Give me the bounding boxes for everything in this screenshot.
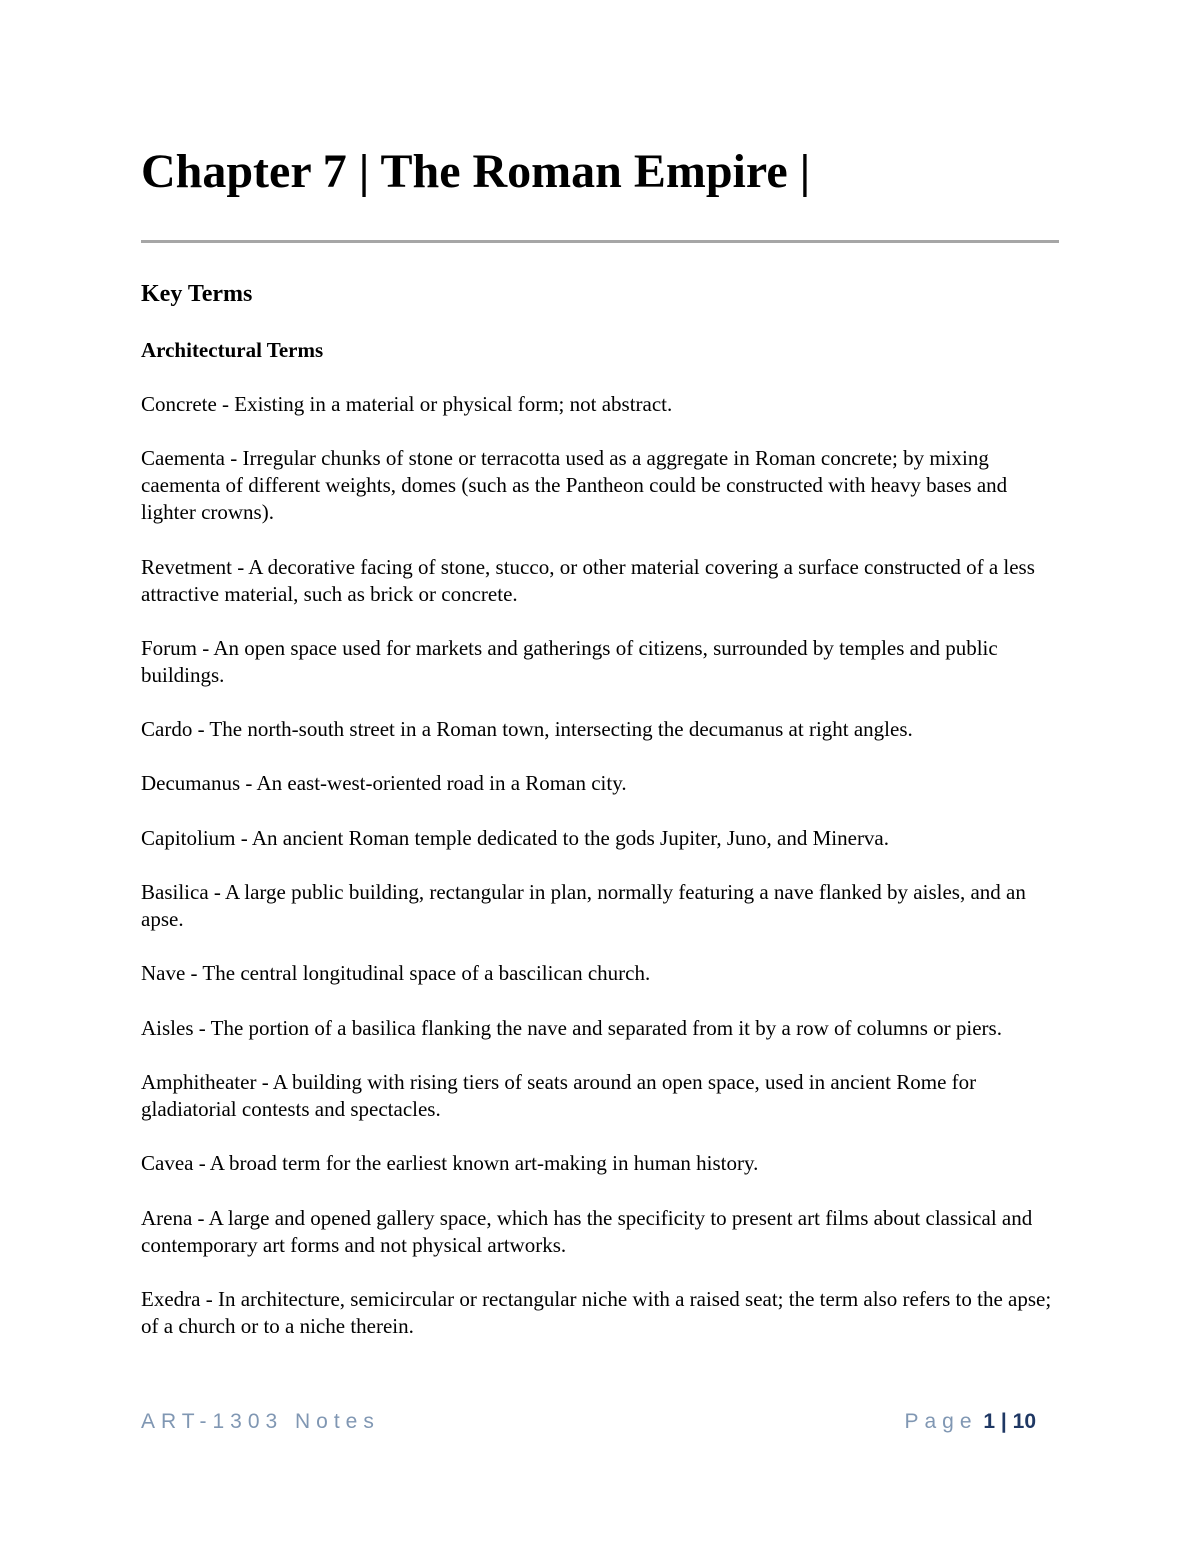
term-cavea: Cavea - A broad term for the earliest known art-making in human history. [141,1151,759,1176]
term-exedra: Exedra - In architecture, semicircular or rectangular niche with a raised seat; the term also refers to the apse; of a church or to a niche therein. [141,1286,1052,1338]
term-amphitheater: Amphitheater - A building with rising tiers of seats around an open space, used in ancient Rome for gladiatorial contests and spectacles. [141,1069,977,1121]
term-decumanus: Decumanus - An east-west-oriented road in a Roman city. [141,771,627,796]
terms-list [141,391,1061,1367]
footer-page-current: 1 [983,1410,996,1433]
term-concrete: Concrete - Existing in a material or physical form; not abstract. [141,392,673,416]
term-cardo: Cardo - The north-south street in a Roman town, intersecting the decumanus at right angles. [141,717,913,742]
term-forum: Forum - An open space used for markets and gatherings of citizens, surrounded by temples and public buildings. [141,635,998,687]
subsection-heading: Architectural Terms [141,338,324,362]
section-heading: Key Terms [141,281,253,307]
footer-page-number [904,1410,1036,1434]
term-nave: Nave - The central longitudinal space of a bascilican church. [141,961,651,986]
title-divider [141,240,1059,243]
term-basilica: Basilica - A large public building, rectangular in plan, normally featuring a nave flanked by aisles, and an apse. [141,880,1026,932]
footer-course-label: ART-1303 Notes [141,1410,380,1433]
term-caementa: Caementa - Irregular chunks of stone or terracotta used as a aggregate in Roman concrete; by mixing caementa of different weights, domes (such as the Pantheon could be constructed with heavy bases and lighter crowns). [141,446,1008,525]
term-aisles: Aisles - The portion of a basilica flanking the nave and separated from it by a row of columns or piers. [141,1015,1002,1040]
page-title: Chapter 7 | The Roman Empire | [141,145,811,198]
term-arena: Arena - A large and opened gallery space, which has the specificity to present art films about classical and contemporary art forms and not physical artworks. [141,1205,1033,1257]
footer-page-label: Page [904,1410,978,1433]
footer-page-total: 10 [1012,1410,1036,1433]
footer-separator: | [1000,1410,1007,1433]
term-capitolium: Capitolium - An ancient Roman temple dedicated to the gods Jupiter, Juno, and Minerva. [141,825,890,850]
term-revetment: Revetment - A decorative facing of stone, stucco, or other material covering a surface constructed of a less attractive material, such as brick or concrete. [141,554,1035,606]
